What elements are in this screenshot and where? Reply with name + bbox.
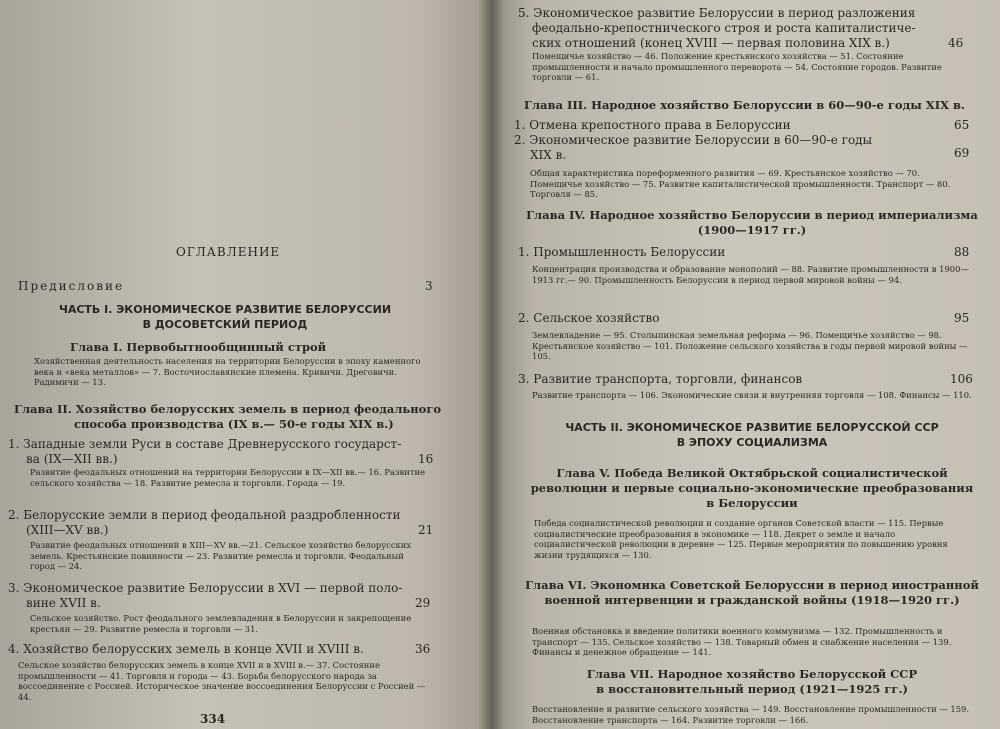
ch3-s2-line2: XIX в. xyxy=(530,148,567,162)
ch2-s1-line2: ва (IX—XII вв.) xyxy=(26,452,118,466)
ch4-s3: 3. Развитие транспорта, торговли, финансов xyxy=(518,372,803,386)
ch7-title-line2: в восстановительный период (1921—1925 гг.) xyxy=(596,682,908,696)
s5-line3: ских отношений (конец XVIII — первая половина XIX в.) xyxy=(532,36,890,50)
ch6-title xyxy=(512,578,992,608)
part2-line1: ЧАСТЬ II. ЭКОНОМИЧЕСКОЕ РАЗВИТИЕ БЕЛОРУССКОЙ ССР xyxy=(565,421,939,434)
ch6-title-line1: Глава VI. Экономика Советской Белоруссии в период иностранной xyxy=(525,578,979,592)
ch5-title-line3: в Белоруссии xyxy=(706,496,798,510)
ch2-title xyxy=(14,402,441,432)
ch2-s3-line2: вине XVII в. xyxy=(26,596,101,610)
ch2-s1 xyxy=(8,437,401,467)
ch4-s1: 1. Промышленность Белоруссии xyxy=(518,245,726,259)
part2-title xyxy=(522,420,982,450)
ch3-s1: 1. Отмена крепостного права в Белоруссии xyxy=(514,118,791,132)
s5-notes: Помещичье хозяйство — 46. Положение крестьянского хозяйства — 51. Состояние промышленности и начало промышленного переворота — 54. Состояние городов. Развитие торговли — 61. xyxy=(532,51,942,82)
left-page xyxy=(0,0,492,729)
ch7-notes: Восстановление и развитие сельского хозяйства — 149. Восстановление промышленности — 159. Восстановление транспорта — 164. Развитие торговли — 166. xyxy=(532,704,970,725)
preface-label: Предисловие xyxy=(18,279,125,293)
right-page xyxy=(492,0,1000,729)
ch4-title xyxy=(522,208,982,238)
ch7-title-line1: Глава VII. Народное хозяйство Белорусской ССР xyxy=(586,667,918,681)
ch2-s1-page: 16 xyxy=(418,452,434,466)
ch3-s2 xyxy=(514,133,872,163)
ch1-title: Глава I. Первобытнообщинный строй xyxy=(70,340,327,354)
ch3-s2-notes: Общая характеристика пореформенного развития — 69. Крестьянское хозяйство — 70. Помещичье хозяйство — 75. Развитие капиталистической промышленности. Транспорт — 80. Торговля — 85. xyxy=(530,168,951,199)
ch3-title: Глава III. Народное хозяйство Белоруссии в 60—90-е годы XIX в. xyxy=(524,98,965,112)
part1-title xyxy=(20,302,430,332)
ch3-s1-page: 65 xyxy=(954,118,970,132)
ch4-title-line2: (1900—1917 гг.) xyxy=(697,223,807,237)
ch2-s3-page: 29 xyxy=(415,596,431,610)
preface-page: 3 xyxy=(425,279,433,293)
page-number-left: 334 xyxy=(200,712,226,726)
ch5-title-line2: революции и первые социально-экономические преобразования xyxy=(530,481,974,495)
ch2-s3-line1: 3. Экономическое развитие Белоруссии в XVI — первой поло- xyxy=(8,581,403,595)
ch4-s3-notes: Развитие транспорта — 106. Экономические связи и внутренняя торговля — 108. Финансы — 110. xyxy=(532,390,972,400)
ch5-title xyxy=(522,466,982,511)
ch2-s3-notes: Сельское хозяйство. Рост феодального землевладения в Белоруссии и закрепощение крестьян — 29. Развитие ремесла и торговли — 31. xyxy=(30,613,412,634)
ch2-s4 xyxy=(8,642,364,657)
book-gutter xyxy=(478,0,504,729)
ch4-s1-notes: Концентрация производства и образование монополий — 88. Развитие промышленности в 1900—1913 гг.— 90. Промышленность Белоруссии в период первой мировой войны — 94. xyxy=(532,264,969,285)
ch2-s4-page: 36 xyxy=(415,642,431,656)
s5-line1: 5. Экономическое развитие Белоруссии в период разложения xyxy=(518,6,916,20)
part1-line2: В ДОСОВЕТСКИЙ ПЕРИОД xyxy=(142,318,308,331)
ch4-s2-page: 95 xyxy=(954,311,970,325)
ch2-title-line2: способа производства (IX в.— 50-е годы XIX в.) xyxy=(74,417,394,431)
ch2-s2-page: 21 xyxy=(418,523,434,537)
ch2-s1-line1: 1. Западные земли Руси в составе Древнерусского государст- xyxy=(8,437,402,451)
ch5-title-line1: Глава V. Победа Великой Октябрьской социалистической xyxy=(556,466,948,480)
ch2-s4-notes: Сельское хозяйство белорусских земель в конце XVII и в XVIII в.— 37. Состояние промышленности — 41. Торговля и города — 43. Борьба белорусского народа за воссоединение с Россией. Историческое значение воссоединения Белоруссии с Россией — 44. xyxy=(18,660,426,702)
s5 xyxy=(518,6,916,51)
ch4-s2: 2. Сельское хозяйство xyxy=(518,311,660,325)
ch5-notes: Победа социалистической революции и создание органов Советской власти — 115. Первые социалистические преобразования в экономике — 118. Декрет о земле и начало социалистической революции в деревне — 125. Первые мероприятия по повышению уровня жизни трудящихся — 130. xyxy=(534,518,948,560)
s5-line2: феодально-крепостнического строя и роста капиталистиче- xyxy=(532,21,916,35)
ch6-title-line2: военной интервенции и гражданской войны (1918—1920 гг.) xyxy=(544,593,960,607)
ch3-s2-line1: 2. Экономическое развитие Белоруссии в 60—90-е годы xyxy=(514,133,873,147)
ch2-title-line1: Глава II. Хозяйство белорусских земель в период феодального xyxy=(14,402,442,416)
ch2-s4-line1: 4. Хозяйство белорусских земель в конце XVII и XVIII в. xyxy=(8,642,364,656)
ch4-s3-page: 106 xyxy=(950,372,973,386)
ch2-s1-notes: Развитие феодальных отношений на территории Белоруссии в IX—XII вв.— 16. Развитие сельского хозяйства — 18. Развитие ремесла и торговли. Города — 19. xyxy=(30,467,425,488)
part2-line2: В ЭПОХУ СОЦИАЛИЗМА xyxy=(676,436,828,449)
s5-page: 46 xyxy=(948,36,964,50)
ch4-title-line1: Глава IV. Народное хозяйство Белоруссии в период империализма xyxy=(526,208,978,222)
ch7-title xyxy=(522,667,982,697)
ch2-s2-notes: Развитие феодальных отношений в XIII—XV вв.—21. Сельское хозяйство белорусских земель. Крестьянские повинности — 23. Развитие ремесла и торговли. Феодальный город — 24. xyxy=(30,540,412,571)
toc-heading: ОГЛАВЛЕНИЕ xyxy=(176,245,281,259)
ch2-s2 xyxy=(8,508,400,538)
ch1-notes: Хозяйственная деятельность населения на территории Белоруссии в эпоху каменного века и «века металлов» — 7. Восточнославянские племена. Кривичи. Дреговичи. Радимичи — 13. xyxy=(34,356,421,387)
ch2-s3 xyxy=(8,581,402,611)
ch2-s2-line1: 2. Белорусские земли в период феодальной раздробленности xyxy=(8,508,401,522)
ch3-s2-page: 69 xyxy=(954,146,970,160)
ch4-s1-page: 88 xyxy=(954,245,970,259)
ch2-s2-line2: (XIII—XV вв.) xyxy=(26,523,109,537)
part1-line1: ЧАСТЬ I. ЭКОНОМИЧЕСКОЕ РАЗВИТИЕ БЕЛОРУССИИ xyxy=(58,303,392,316)
ch6-notes: Военная обстановка и введение политики военного коммунизма — 132. Промышленность и транспорт — 135. Сельское хозяйство — 138. Товарный обмен и снабжение населения — 139. Финансы и денежное обращение — 141. xyxy=(532,626,952,657)
ch4-s2-notes: Землевладение — 95. Столыпинская земельная реформа — 96. Помещичье хозяйство — 98. Крестьянское хозяйство — 101. Положение сельского хозяйства в годы первой мировой войны — 105. xyxy=(532,330,968,361)
